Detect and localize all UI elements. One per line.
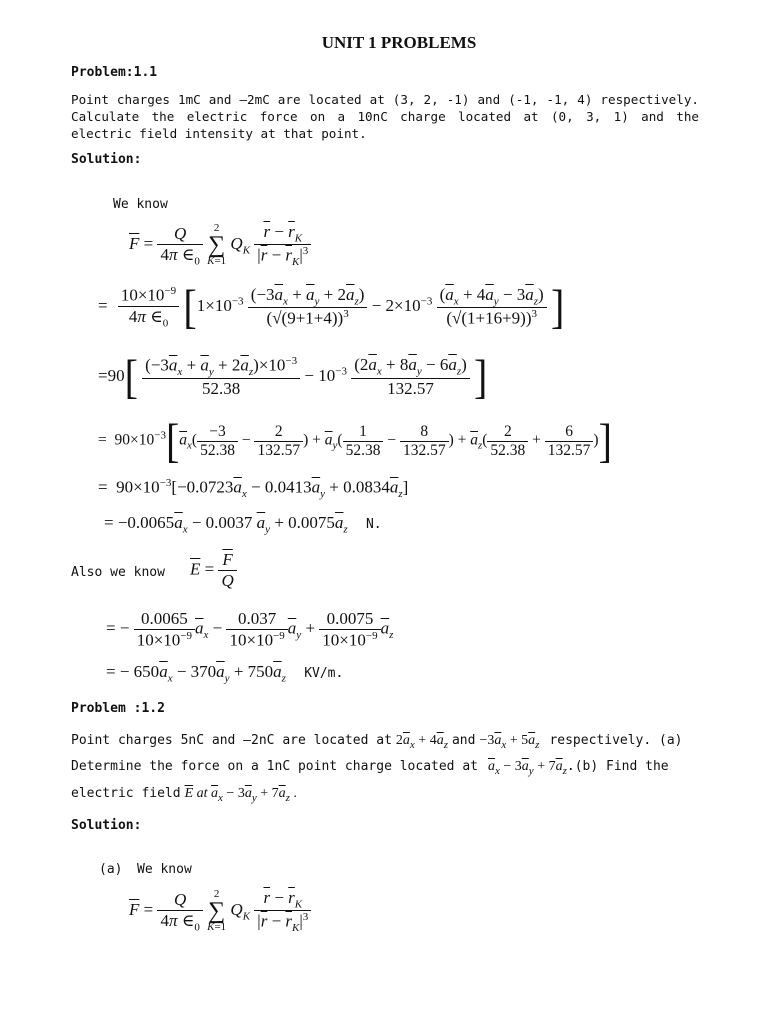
step-3: = $90\times 10^{-3}[\overline{a}_x$( $\frac{-3}{52.38}$ − $\frac{2}{132.57}$ ) + $\overline{a}_y$( $\frac{1}{52.38}$ − $\frac{8}{132.57}$ ) + $\overline{a}_z$( $\frac{2}{52.38}$ + $\frac{6}{132.57}$ )] [98,413,612,468]
problem-heading: Problem:1.1 [71,65,158,80]
p2-respectively-text: respectively. (a) [549,733,683,748]
step-4: = $90\times 10^{-3}[-0.0723\overline{a}_x - 0.0413\overline{a}_y + 0.0834\overline{a}_z]$ [98,477,409,501]
e-step-1: = − $\frac{0.0065}{10\times 10^{-9}}$ $\overline{a}_x$ − $\frac{0.037}{10\times 10^{-9}}$ $\overline{a}_y$ + $\frac{0.0075}{10\times 10^{-9}}$ $\overline{a}_z$ [106,609,394,650]
page-title: UNIT 1 PROBLEMS [321,33,477,52]
we-know-text-2: We know [137,862,192,877]
problem-2-line-2: Determine the force on a 1nC point charge located at $\overline{a}_x - 3\overline{a}_y + 7\overline{a}_z.(b)$ Find the [71,759,669,777]
step-5: = $-0.0065\overline{a}_x - 0.0037$ $\overline{a}_y + 0.0075\overline{a}_z$ N. [104,513,382,536]
step-1: = $\frac{10\times 10^{-9}}{4\pi \in_0}$ [$1\times 10^{-3}$ $\frac{(-3\overline{a}_x + \overline{a}_y + 2\overline{a}_z)}{(√(9+1+4))^3}$ − $2\times 10^{-3}$ $\frac{(\overline{a}_x + 4\overline{a}_y - 3\overline{a}_z)}{(√(1+16+9))^3}$ ] [98,279,565,334]
force-formula: $\overline{F}$ = $\frac{Q}{4\pi \in_0}$ 2 ∑ K=1 $Q_K$ $\frac{\overline{r} - \overline{r}_K}{|\overline{r} - \overline{r}_K|^3}$ [129,222,311,268]
force-formula-2: $\overline{F}$ = $\frac{Q}{4\pi \in_0}$ 2 ∑ K=1 $Q_K$ $\frac{\overline{r} - \overline{r}_K}{|\overline{r} - \overline{r}_K|^3}$ [129,888,311,934]
step-2: =90[ $\frac{(-3\overline{a}_x + \overline{a}_y + 2\overline{a}_z)\times 10^{-3}}{52.38}$ − $10^{-3}$ $\frac{(2\overline{a}_x + 8\overline{a}_y - 6\overline{a}_z)}{132.57}$ ] [98,349,488,404]
problem-2-heading: Problem :1.2 [71,701,165,716]
part-a-label: (a) [99,862,123,877]
p2-and-text: and [451,733,476,748]
unit-kv-per-m: KV/m. [304,666,344,681]
problem-2-line-3: electric field $\overline{E}$ at $\overline{a}_x - 3\overline{a}_y + 7\overline{a}_z$ . [71,786,297,804]
e-step-2: = − $650\overline{a}_x - 370\overline{a}_y + 750\overline{a}_z$ KV/m. [106,662,344,685]
solution-heading: Solution: [71,152,142,167]
p2-line2-text: Determine the force on a 1nC point charge located at [71,759,478,774]
p2-line3-text: electric field [71,786,181,801]
p2-find-text: .(b) Find the [566,759,669,774]
also-we-know-text: Also we know [71,565,165,580]
problem-2-line-1: Point charges 5nC and –2nC are located at $2\overline{a}_x + 4\overline{a}_z$ and $-3\overline{a}_x + 5\overline{a}_z$ respectively. (a) [71,733,683,751]
unit-newton: N. [365,517,382,532]
solution-2-heading: Solution: [71,818,142,833]
problem-statement: Point charges 1mC and –2mC are located at (3, 2, -1) and (-1, -1, 4) respectively. Calculate the electric force on a 10nC charge located at (0, 3, 1) and the electric field intensity at that point. [71,92,699,141]
p2-line1-text: Point charges 5nC and –2nC are located at [71,733,392,748]
e-formula: $\overline{E}$ = $\frac{\overline{F}}{Q}$ [190,550,237,591]
we-know-text: We know [113,197,168,212]
